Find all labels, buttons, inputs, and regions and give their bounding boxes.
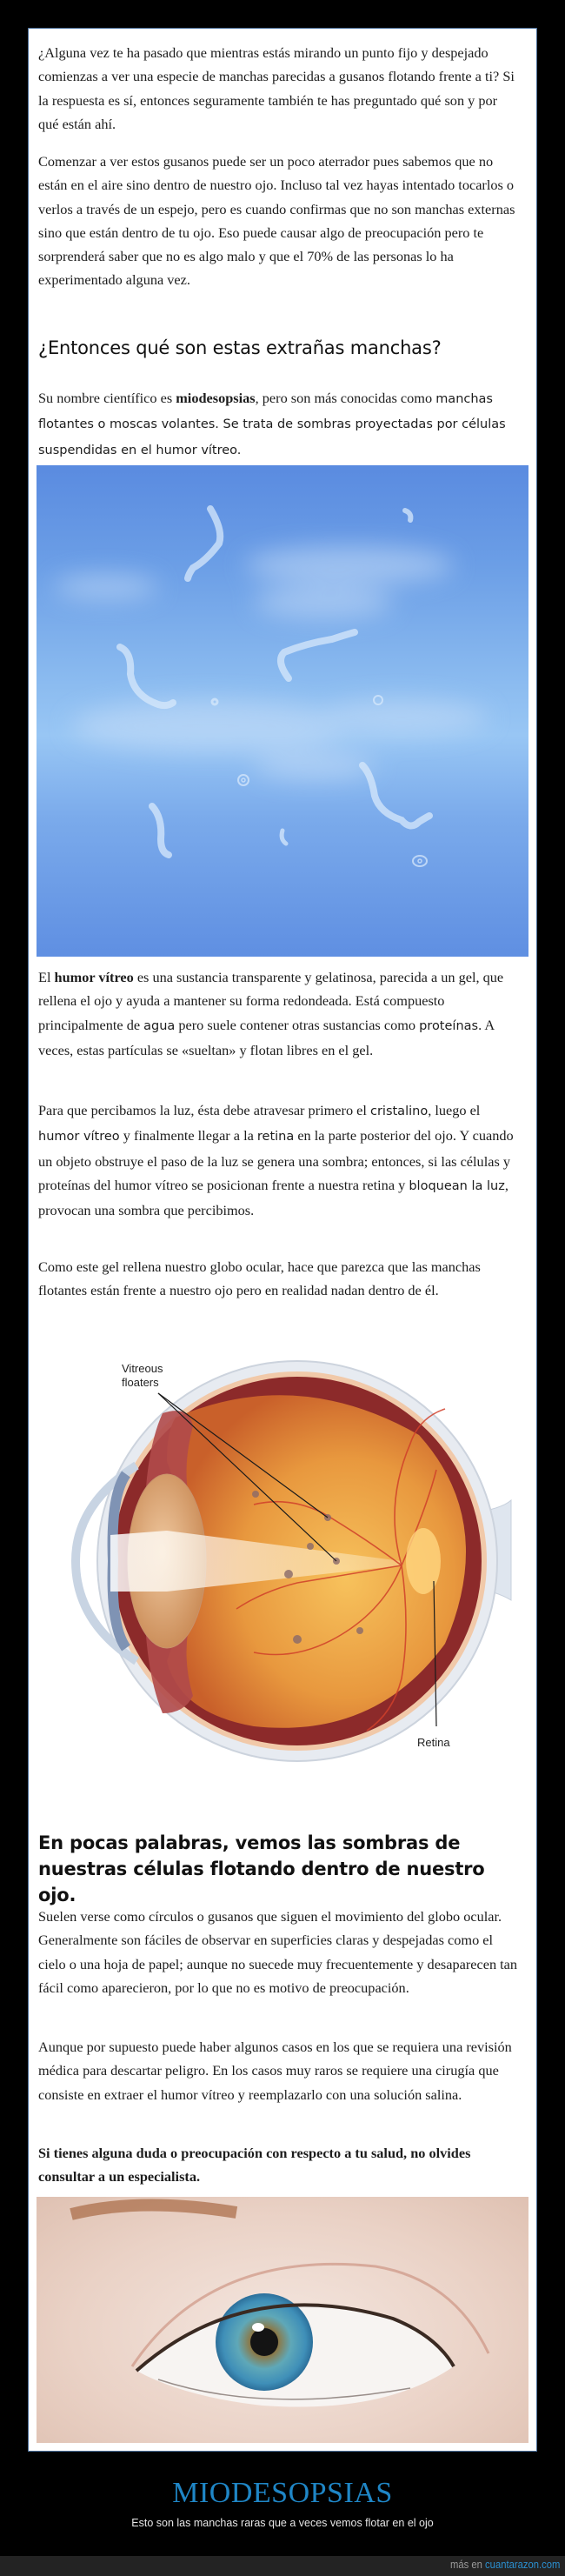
label-vitreous: Vitreous floaters [122,1362,163,1389]
eye-anatomy-diagram [37,1331,528,1783]
text: manchas flotantes o moscas volantes. Se trata de sombras proyectadas por células suspendidas en el humor vítreo. [38,392,506,457]
heading-what-are-they: ¿Entonces qué son estas extrañas manchas? [38,337,442,358]
text: Su nombre científico es [38,390,176,406]
text: pero suele contener otras sustancias como [175,1016,420,1033]
bold-term-humor-vitreo: humor vítreo [54,969,134,985]
sky-floaters-image [37,465,528,957]
eye-cross-section-illustration [37,1331,528,1783]
text: y finalmente llegar a la [119,1127,257,1145]
floaters-illustration [37,465,528,957]
text: , provocan una sombra que percibimos. [38,1176,508,1219]
link-humor-vitreo[interactable]: humor vítreo [38,1130,120,1145]
paragraph-2: Comenzar a ver estos gusanos puede ser un poco aterrador pues sabemos que no están en el aire sino dentro de nuestro ojo. Incluso tal vez hayas intentado tocarlos o verlos a través de un espejo, pero es cuando confirmas que no son manchas externas sino que están dentro de tu ojo. Eso puede causar algo de preocupación pero te sorprenderá saber que no es algo malo y que el 70% de las personas lo ha experimentado alguna vez. [38,153,515,289]
label-retina: Retina [417,1736,450,1749]
text: Para que percibamos la luz, ésta debe atravesar primero el [38,1102,370,1118]
text: , pero son más conocidas como [255,390,433,406]
post-subtitle: Esto son las manchas raras que a veces vemos flotar en el ojo [131,2517,434,2529]
footer-credit [450,2559,560,2571]
link-proteinas[interactable]: proteínas [419,1018,479,1033]
text: en la parte posterior del ojo. Y cuando un objeto obstruye el paso de la luz se genera una sombra; entonces, si las células y proteínas del humor vítreo se posicionan frente a nuestra retina y [38,1127,514,1193]
paragraph-medical-review: Aunque por supuesto puede haber algunos casos en los que se requiera una revisión médica para descartar peligro. En los casos muy raros se requiere una cirugía que consiste en extraer el humor vítreo y reemplazarlo con una solución salina. [38,2039,512,2103]
paragraph-light-path [38,1098,518,1222]
heading-summary: En pocas palabras, vemos las sombras de nuestras células flotando dentro de nuestro ojo. [38,1832,485,1905]
post-title: MIODESOPSIAS [172,2477,393,2509]
text: , luego el [428,1102,481,1118]
paragraph-gel: Como este gel rellena nuestro globo ocular, hace que parezca que las manchas flotantes están frente a nuestro ojo pero en realidad nadan dentro de él. [38,1258,481,1299]
paragraph-scientific-name [38,386,518,463]
link-retina[interactable]: retina [256,1130,295,1145]
text: . A veces, estas partículas se «sueltan» y flotan libres en el gel. [38,1016,495,1058]
text: es una sustancia transparente y gelatinosa, parecida a un gel, que rellena el ojo y ayuda a mantener su forma redondeada. Está compuesto principalmente de [38,969,504,1033]
footer-bar [0,2556,565,2576]
footer-prefix: más en [449,2559,485,2571]
paragraph-consult-specialist: Si tienes alguna duda o preocupación con respecto a tu salud, no olvides consultar a un especialista. [38,2145,471,2186]
paragraph-vitreous-humor [38,965,518,1062]
bold-term-miodesopsias: miodesopsias [176,390,256,406]
link-bloquean-la-luz[interactable]: bloquean la luz [409,1178,505,1193]
link-cristalino[interactable]: cristalino [369,1104,429,1118]
site-link[interactable]: cuantarazon.com [484,2559,560,2571]
eye-closeup-photo [37,2197,528,2443]
eye-photo-illustration [37,2197,528,2443]
text: El [38,969,55,985]
intro-paragraph: ¿Alguna vez te ha pasado que mientras estás mirando un punto fijo y despejado comienzas a ver una especie de manchas parecidas a gusanos flotando frente a ti? Si la respuesta es sí, entonces seguramente también te has preguntado qué son y por qué están ahí. [38,44,515,132]
link-agua[interactable]: agua [143,1018,176,1033]
paragraph-appearance: Suelen verse como círculos o gusanos que siguen el movimiento del globo ocular. Generalmente son fáciles de observar en superficies claras y despejadas como el cielo o una hoja de papel; aunque no suecede muy frecuentemente y desaparecen tan fácil como aparecieron, por lo que no es motivo de preocupación. [38,1908,518,1996]
